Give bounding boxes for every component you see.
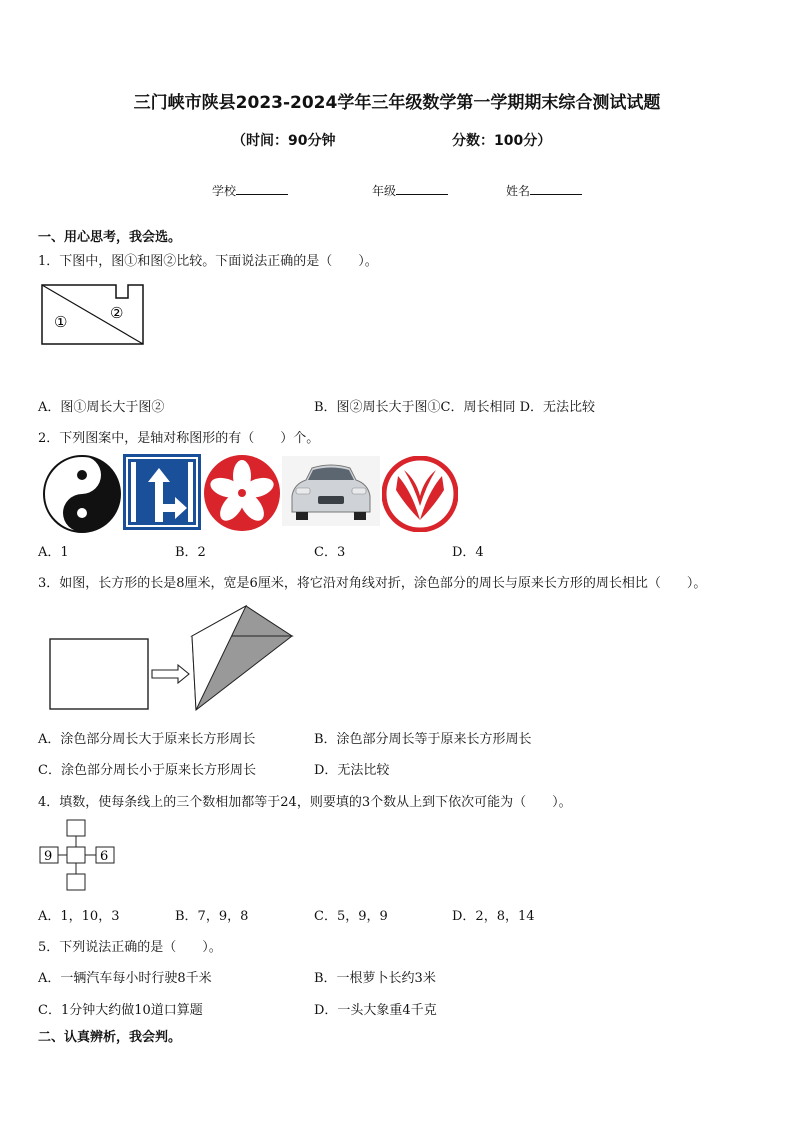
q4-option-b[interactable]: B．7，9，8 [175, 909, 249, 924]
q5-option-a[interactable]: A．一辆汽车每小时行驶8千米 [38, 971, 212, 986]
grade-label: 年级 [372, 184, 397, 198]
q4-figure [38, 818, 116, 892]
q5-option-b[interactable]: B．一根萝卜长约3米 [314, 971, 436, 986]
dongfeng-logo-icon [382, 456, 458, 532]
q1-option-bcd[interactable]: B．图②周长大于图①C．周长相同 D．无法比较 [314, 400, 596, 415]
school-field [212, 182, 288, 199]
q3-option-b[interactable]: B．涂色部分周长等于原来长方形周长 [314, 732, 532, 747]
section2-title: 二、认真辨析，我会判。 [38, 1030, 182, 1045]
q4-right-number: 6 [100, 849, 109, 864]
q3-text: 3．如图，长方形的长是8厘米，宽是6厘米，将它沿对角线对折，涂色部分的周长与原来长方形的周长相比（ ）。 [38, 576, 707, 591]
q2-option-d[interactable]: D．4 [452, 545, 484, 560]
grade-field [372, 182, 448, 199]
name-label: 姓名 [506, 184, 531, 198]
q2-option-a[interactable]: A．1 [38, 545, 69, 560]
q4-left-number: 9 [44, 849, 53, 864]
road-sign-icon [123, 454, 201, 530]
q1-option-a[interactable]: A．图①周长大于图② [38, 400, 165, 415]
section1-title: 一、用心思考，我会选。 [38, 230, 182, 245]
exam-score: 分数：100分） [452, 133, 552, 149]
q4-option-c[interactable]: C．5，9，9 [314, 909, 388, 924]
q3-figure [46, 604, 298, 714]
q4-text: 4．填数，使每条线上的三个数相加都等于24，则要填的3个数从上到下依次可能为（ ）。 [38, 795, 572, 810]
school-label: 学校 [212, 184, 237, 198]
yin-yang-icon [42, 454, 122, 534]
bauhinia-flag-icon [203, 454, 281, 532]
q1-label-1: ① [54, 313, 68, 331]
q2-text: 2．下列图案中，是轴对称图形的有（ ）个。 [38, 431, 320, 446]
q2-option-b[interactable]: B．2 [175, 545, 206, 560]
q5-option-c[interactable]: C．1分钟大约做10道口算题 [38, 1003, 203, 1018]
q3-option-d[interactable]: D．无法比较 [314, 763, 390, 778]
school-blank [236, 183, 288, 195]
q4-option-a[interactable]: A．1，10，3 [38, 909, 120, 924]
name-blank [530, 183, 582, 195]
q4-option-d[interactable]: D．2，8，14 [452, 909, 535, 924]
q3-option-c[interactable]: C．涂色部分周长小于原来长方形周长 [38, 763, 256, 778]
q5-option-d[interactable]: D．一头大象重4千克 [314, 1003, 437, 1018]
name-field [506, 182, 582, 199]
q5-text: 5．下列说法正确的是（ ）。 [38, 940, 222, 955]
q1-text: 1．下图中，图①和图②比较。下面说法正确的是（ ）。 [38, 254, 378, 269]
page-title: 三门峡市陕县2023-2024学年三年级数学第一学期期末综合测试试题 [133, 93, 661, 113]
q1-figure [40, 282, 146, 348]
grade-blank [396, 183, 448, 195]
q1-label-2: ② [110, 304, 124, 322]
exam-time: （时间：90分钟 [232, 133, 336, 149]
q2-option-c[interactable]: C．3 [314, 545, 346, 560]
car-icon [282, 456, 380, 526]
q3-option-a[interactable]: A．涂色部分周长大于原来长方形周长 [38, 732, 256, 747]
